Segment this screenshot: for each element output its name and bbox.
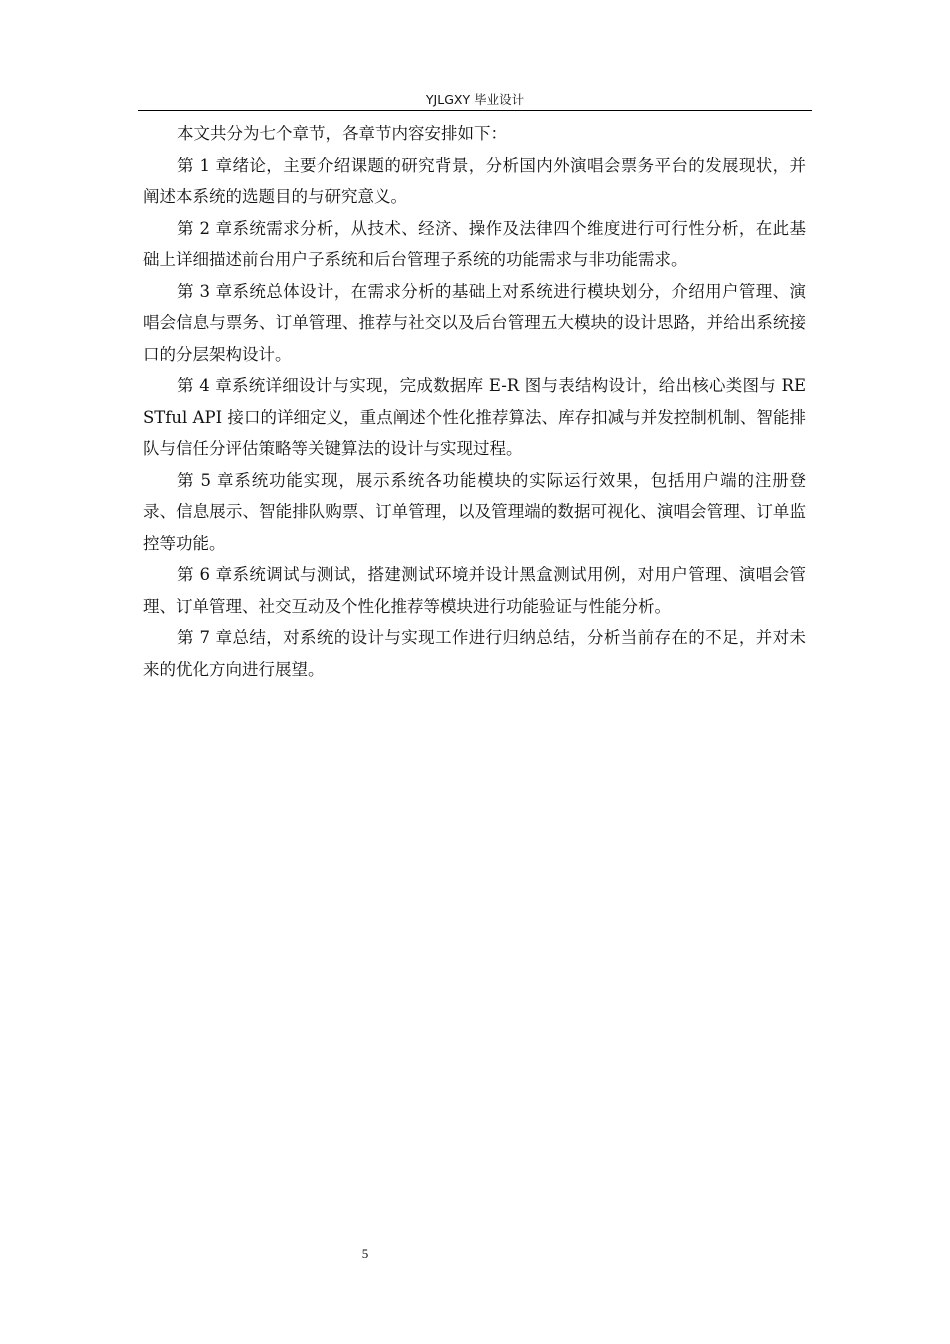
chapter-4-paragraph: 第 4 章系统详细设计与实现，完成数据库 E-R 图与表结构设计，给出核心类图与 RESTful API 接口的详细定义，重点阐述个性化推荐算法、库存扣减与并发控制机制、智能排队与信任分评估策略等关键算法的设计与实现过程。 [143, 376, 806, 458]
page-number: 5 [361, 1246, 369, 1261]
chapter-6-paragraph: 第 6 章系统调试与测试，搭建测试环境并设计黑盒测试用例，对用户管理、演唱会管理、订单管理、社交互动及个性化推荐等模块进行功能验证与性能分析。 [143, 565, 806, 616]
chapter-2-paragraph: 第 2 章系统需求分析，从技术、经济、操作及法律四个维度进行可行性分析，在此基础上详细描述前台用户子系统和后台管理子系统的功能需求与非功能需求。 [143, 218, 806, 269]
header-divider [138, 110, 812, 111]
page-header: YJLGXY 毕业设计 [425, 92, 525, 107]
chapter-3-paragraph: 第 3 章系统总体设计，在需求分析的基础上对系统进行模块划分，介绍用户管理、演唱会信息与票务、订单管理、推荐与社交以及后台管理五大模块的设计思路，并给出系统接口的分层架构设计。 [143, 281, 806, 364]
intro-paragraph: 本文共分为七个章节，各章节内容安排如下： [177, 124, 507, 143]
chapter-overview [143, 118, 806, 685]
chapter-1-paragraph: 第 1 章绪论，主要介绍课题的研究背景，分析国内外演唱会票务平台的发展现状，并阐述本系统的选题目的与研究意义。 [143, 155, 806, 206]
chapter-5-paragraph: 第 5 章系统功能实现，展示系统各功能模块的实际运行效果，包括用户端的注册登录、信息展示、智能排队购票、订单管理，以及管理端的数据可视化、演唱会管理、订单监控等功能。 [143, 470, 806, 553]
chapter-7-paragraph: 第 7 章总结，对系统的设计与实现工作进行归纳总结，分析当前存在的不足，并对未来的优化方向进行展望。 [143, 628, 806, 679]
